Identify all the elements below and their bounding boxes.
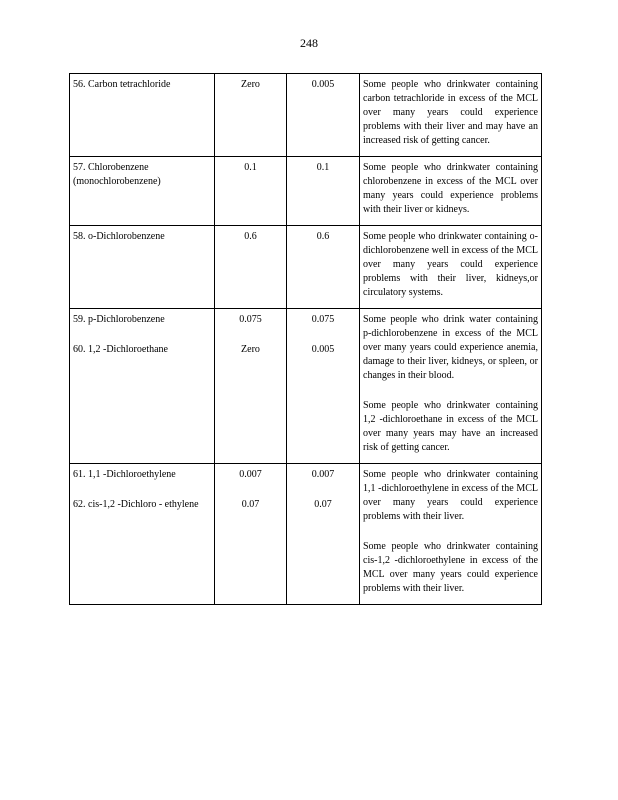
mclg-value-cell: [215, 309, 287, 464]
contaminant-name-cell: [70, 157, 215, 226]
contaminant-name: 62. cis-1,2 -Dichloro - ethylene: [73, 499, 199, 510]
mcl-value: 0.07: [314, 499, 332, 510]
health-effects-cell: [360, 464, 542, 605]
mcl-value-cell: [287, 309, 360, 464]
table-body: [70, 74, 542, 605]
mclg-value: 0.075: [239, 314, 262, 325]
mcl-value: 0.075: [311, 314, 335, 325]
table-row: [70, 157, 542, 226]
mclg-value-cell: [215, 74, 287, 157]
mcl-value: 0.005: [311, 79, 335, 90]
mclg-value: 0.6: [244, 231, 257, 242]
health-effects: Some people who drinkwater containing chlorobenzene in excess of the MCL over many years could experience problems with their liver or kidneys.: [363, 162, 538, 215]
contaminant-name: 58. o-Dichlorobenzene: [73, 231, 165, 242]
table-row: [70, 74, 542, 157]
mcl-value-cell: [287, 464, 360, 605]
health-effects: Some people who drink water containing p-dichlorobenzene in excess of the MCL over many years could experience anemia, damage to their liver, kidneys, or spleen, or changes in their blood.: [363, 314, 538, 381]
health-effects-cell: [360, 226, 542, 309]
table-row: [70, 226, 542, 309]
mclg-value: 0.1: [244, 162, 257, 173]
contaminant-name-cell: [70, 464, 215, 605]
mcl-value-cell: [287, 157, 360, 226]
mclg-value: 0.007: [239, 469, 262, 480]
contaminant-name-cell: [70, 74, 215, 157]
contaminant-name-cell: [70, 309, 215, 464]
health-effects-cell: [360, 74, 542, 157]
mcl-value: 0.6: [316, 231, 330, 242]
contaminant-name: 60. 1,2 -Dichloroethane: [73, 344, 168, 355]
health-effects: Some people who drinkwater containing 1,1 -dichloroethylene in excess of the MCL over many years could experience problems with their liver.: [363, 469, 538, 522]
table-row: [70, 309, 542, 464]
mclg-value: Zero: [241, 79, 260, 90]
entry-spacer: [363, 383, 538, 399]
entry-spacer: [218, 327, 283, 343]
entry-spacer: [290, 327, 356, 343]
contaminant-name: 59. p-Dichlorobenzene: [73, 314, 165, 325]
health-effects: Some people who drinkwater containing carbon tetrachloride in excess of the MCL over many years could experience problems with their liver and may have an increased risk of getting cancer.: [363, 79, 538, 146]
contaminant-name-cell: [70, 226, 215, 309]
contaminant-table: [69, 73, 542, 605]
health-effects: Some people who drinkwater containing cis-1,2 -dichloroethylene in excess of the MCL over many years could experience problems with their liver.: [363, 541, 538, 594]
mclg-value-cell: [215, 157, 287, 226]
mcl-value-cell: [287, 226, 360, 309]
health-effects-cell: [360, 309, 542, 464]
mcl-value: 0.007: [311, 469, 335, 480]
mcl-value: 0.1: [316, 162, 330, 173]
contaminant-name: 57. Chlorobenzene (monochlorobenzene): [73, 162, 161, 187]
mclg-value: Zero: [241, 344, 260, 355]
page-number: 248: [300, 36, 318, 50]
mclg-value-cell: [215, 464, 287, 605]
contaminant-name: 56. Carbon tetrachloride: [73, 79, 171, 90]
contaminant-name: 61. 1,1 -Dichloroethylene: [73, 469, 176, 480]
table-row: [70, 464, 542, 605]
mclg-value: 0.07: [241, 499, 260, 510]
mcl-value-cell: [287, 74, 360, 157]
health-effects: Some people who drinkwater containing o-dichlorobenzene well in excess of the MCL over many years could experience problems with their liver, kidneys,or circulatory systems.: [363, 231, 538, 298]
health-effects-cell: [360, 157, 542, 226]
entry-spacer: [363, 524, 538, 540]
health-effects: Some people who drinkwater containing 1,2 -dichloroethane in excess of the MCL over many years may have an increased risk of getting cancer.: [363, 400, 538, 453]
entry-spacer: [73, 327, 211, 343]
mclg-value-cell: [215, 226, 287, 309]
entry-spacer: [290, 482, 356, 498]
entry-spacer: [73, 482, 211, 498]
entry-spacer: [218, 482, 283, 498]
mcl-value: 0.005: [311, 344, 335, 355]
